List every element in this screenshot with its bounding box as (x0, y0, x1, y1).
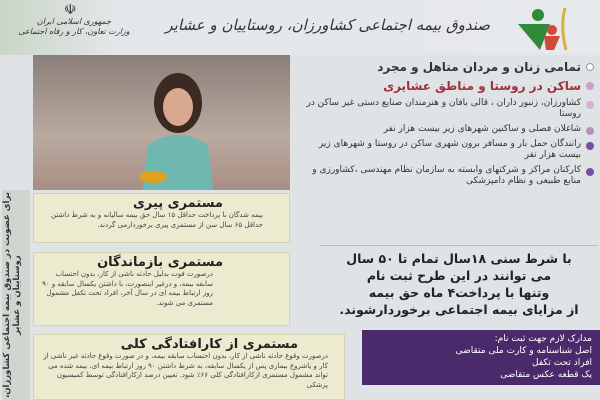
list-item-text: رانندگان حمل بار و مسافر برون شهری ساکن در روستا و شهرهای زیر بیست هزار نفر (318, 139, 581, 160)
list-item-text: کشاورزان، زنبور داران ، قالی بافان و هنرمندان صنایع دستی غیر ساکن در روستا (306, 98, 581, 119)
bullet-icon (586, 142, 594, 150)
box-title: مستمری بازماندگان (97, 255, 223, 270)
bullet-icon (586, 101, 594, 109)
fund-title: صندوق بیمه اجتماعی کشاورزان، روستاییان و عشایر (165, 16, 490, 34)
bullet-icon (586, 63, 594, 71)
doc-item: افراد تحت تکفل (532, 358, 592, 368)
iran-emblem-icon: ☫ (64, 2, 77, 18)
list-item-text: کارکنان مراکز و شرکتهای وابسته به سازمان نظام مهندسی ،کشاورزی و منابع طبیعی و نظام دامپزشکی (312, 165, 581, 186)
list-item (294, 98, 594, 120)
box-title: مستمری از کارافتادگی کلی (120, 337, 298, 352)
condition-line: می توانند در این طرح ثبت نام (366, 268, 552, 283)
box-body: درصورت وقوع حادثه ناشی از کار، بدون احتساب سابقه بیمه، و در صورت وقوع حادثه غیر ناشی از کار و یاشروع بیماری پس از یکسال سابقه، به شرط داشتن ۹۰ روز ارتباط بیمه ای، بیمه شده می تواند مشمول مستمری ازکارافتادگی کلی ۶۶٪ شود. تعیین درصد ازکارافتادگی توسط کمیسیون پزشکی (43, 352, 328, 389)
condition-line: وتنها با پرداخت۴ ماه حق بیمه (368, 285, 550, 300)
ministry-label (14, 17, 134, 37)
bullet-icon (586, 127, 594, 135)
girl-image (133, 65, 223, 190)
disability-pension-box (33, 334, 345, 400)
old-age-pension-box (33, 193, 290, 243)
bullet-icon (586, 168, 594, 176)
box-body: درصورت فوت بدلیل حادثه ناشی از کار، بدون احتساب سابقه بیمه، و درغیر اینصورت، با داشتن یکسال سابقه و ۹۰ روز ارتباط بیمه ای در سال آخر، افراد تحت تکفل مشمول مستمری می شوند. (42, 270, 213, 307)
condition-line: از مزایای بیمه اجتماعی برخوردارشوند. (339, 302, 579, 317)
docs-title: مدارک لازم جهت ثبت نام: (494, 334, 592, 344)
box-body: بیمه شدگان با پرداخت حداقل ۱۵ سال حق بیمه سالیانه و به شرط داشتن حداقل ۶۵ سال سن از مستمری پیری برخوردارمی گردند. (50, 211, 263, 229)
bullet-icon (586, 82, 594, 90)
doc-item: یک قطعه عکس متقاضی (500, 370, 592, 380)
list-item-text: شاغلان فصلی و ساکنین شهرهای زیر بیست هزار نفر (383, 124, 581, 134)
required-documents (362, 330, 600, 385)
list-item (294, 60, 594, 75)
list-item (294, 139, 594, 161)
list-item (294, 79, 594, 94)
list-item (294, 124, 594, 135)
gov-line1: جمهوری اسلامی ایران (36, 17, 112, 26)
gov-line2: وزارت تعاون، کار و رفاه اجتماعی (18, 27, 130, 36)
survivors-pension-box (33, 252, 290, 326)
age-condition (320, 245, 598, 318)
list-item-text: ساکن در روستا و مناطق عشایری (383, 79, 581, 93)
child-photo (33, 55, 290, 190)
list-item (294, 165, 594, 187)
condition-line: با شرط سنی ۱۸سال تمام تا ۵۰ سال (346, 251, 572, 266)
fund-logo-icon (510, 6, 570, 52)
list-item-text: تمامی زنان و مردان متاهل و مجرد (377, 60, 581, 74)
eligibility-list (294, 60, 594, 191)
poster-header (0, 0, 600, 55)
box-title: مستمری پیری (132, 196, 223, 211)
doc-item: اصل شناسنامه و کارت ملی متقاضی (455, 346, 592, 356)
vertical-slogan: برای عضویت در صندوق بیمه اجتماعی کشاورزان، روستاییان و عشایر (2, 190, 30, 400)
